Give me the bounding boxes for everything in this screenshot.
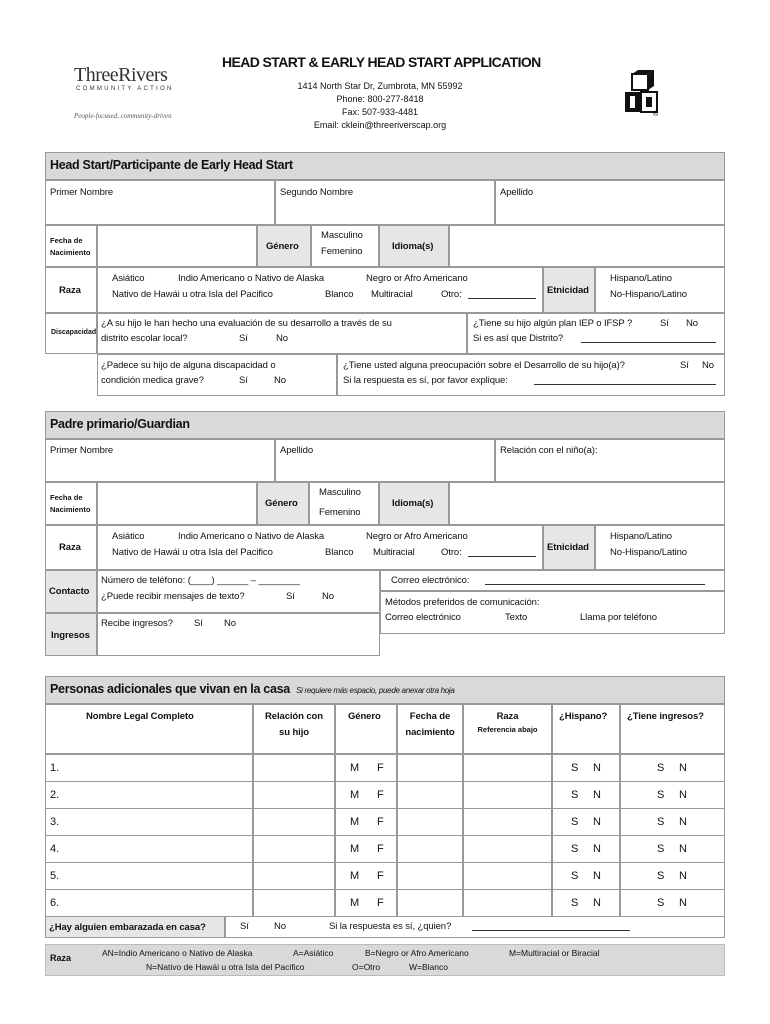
household-row-2-cell-5[interactable] [463, 781, 552, 809]
child-race-label: Raza [59, 285, 81, 296]
income-n-option[interactable]: N [679, 843, 687, 855]
income-n-option[interactable]: N [679, 789, 687, 801]
guardian-ethnicity-options[interactable] [595, 525, 725, 570]
guardian-gender-label-cell [257, 482, 309, 525]
child-language-field[interactable] [449, 225, 725, 267]
household-row-5-cell-6[interactable] [552, 862, 620, 890]
child-middle-name-label: Segundo Nombre [280, 187, 354, 198]
guardian-race-label: Raza [59, 542, 81, 553]
hispanic-s-option[interactable]: S [571, 870, 579, 882]
income-n-option[interactable]: N [679, 870, 687, 882]
child-condition-yes[interactable]: Sí [239, 375, 248, 386]
child-condition-q-line1: ¿Padece su hijo de alguna discapacidad o [101, 360, 276, 371]
hispanic-n-option[interactable]: N [593, 816, 601, 828]
gender-f-option[interactable]: F [377, 816, 384, 828]
child-iep-district-line[interactable] [581, 333, 716, 343]
child-iep-q-line1: ¿Tiene su hijo algún plan IEP o IFSP ? [473, 318, 633, 329]
guardian-dob-field[interactable] [97, 482, 257, 525]
gender-f-option[interactable]: F [377, 843, 384, 855]
guardian-race-multiracial[interactable]: Multiracial [373, 547, 415, 558]
household-row-3-cell-4[interactable] [397, 808, 463, 836]
col-relation-label-2: su hijo [279, 727, 309, 738]
race-legend-b: B=Negro or Afro Americano [365, 948, 469, 958]
child-race-hawaiian[interactable]: Nativo de Hawái u otra Isla del Pacifico [112, 289, 273, 300]
race-legend-an: AN=Indio Americano o Nativo de Alaska [102, 948, 253, 958]
child-dob-label-cell [45, 225, 97, 267]
income-s-option[interactable]: S [657, 816, 665, 828]
org-tagline: People-focused, community-driven [74, 112, 172, 120]
child-condition-no[interactable]: No [274, 375, 286, 386]
child-ethnicity-options[interactable] [595, 267, 725, 313]
guardian-income-yes[interactable]: Sí [194, 618, 203, 629]
guardian-pref-email[interactable]: Correo electrónico [385, 612, 461, 623]
income-n-option[interactable]: N [679, 816, 687, 828]
child-eval-q-line1: ¿A su hijo le han hecho una evaluación de su desarrollo a través de su [101, 318, 392, 329]
household-row-1-cell-4[interactable] [397, 754, 463, 782]
child-iep-yes[interactable]: Sí [660, 318, 669, 329]
col-income-header [620, 704, 725, 754]
child-ethnicity-hispanic[interactable]: Hispano/Latino [610, 273, 672, 284]
hispanic-s-option[interactable]: S [571, 816, 579, 828]
child-last-name-label: Apellido [500, 187, 534, 198]
phone: Phone: 800-277-8418 [336, 94, 424, 104]
household-row-2-cell-7[interactable] [620, 781, 725, 809]
child-condition-question [97, 354, 337, 396]
fax: Fax: 507-933-4481 [341, 107, 419, 117]
guardian-language-field[interactable] [449, 482, 725, 525]
child-eval-question [97, 313, 467, 354]
col-hispanic-label: ¿Hispano? [559, 711, 608, 722]
household-row-1-cell-3[interactable] [335, 754, 397, 782]
gender-m-option[interactable]: M [350, 789, 360, 801]
household-row-4-cell-3[interactable] [335, 835, 397, 863]
household-row-4-cell-2[interactable] [253, 835, 335, 863]
guardian-language-label-cell [379, 482, 449, 525]
household-row-1-cell-1[interactable] [45, 754, 253, 782]
child-gender-male[interactable]: Masculino [321, 230, 363, 241]
guardian-language-label: Idioma(s) [392, 498, 434, 509]
child-concern-explain-line[interactable] [534, 375, 716, 385]
household-row-number: 4. [50, 843, 60, 855]
child-language-label-cell [379, 225, 449, 267]
gender-m-option[interactable]: M [350, 762, 360, 774]
child-iep-no[interactable]: No [686, 318, 698, 329]
child-concern-q-line2: Si la respuesta es sí, por favor explique: [343, 375, 508, 386]
gender-f-option[interactable]: F [377, 789, 384, 801]
household-row-6-cell-5[interactable] [463, 889, 552, 917]
child-last-name-field[interactable] [495, 180, 725, 225]
child-ethnicity-label-cell [543, 267, 595, 313]
gender-m-option[interactable]: M [350, 870, 360, 882]
household-heading-note: Si requiere más espacio, puede anexar otra hoja [296, 686, 455, 695]
org-contact-block [260, 80, 500, 132]
guardian-race-native-american[interactable]: Indio Americano o Nativo de Alaska [178, 531, 325, 542]
household-row-number: 5. [50, 870, 60, 882]
household-row-number: 3. [50, 816, 60, 828]
child-dob-field[interactable] [97, 225, 257, 267]
pregnant-question: ¿Hay alguien embarazada en casa? [49, 922, 206, 933]
household-row-3-cell-7[interactable] [620, 808, 725, 836]
guardian-email-label: Correo electrónico: [391, 575, 470, 586]
child-race-label-cell [45, 267, 97, 313]
hispanic-n-option[interactable]: N [593, 762, 601, 774]
guardian-first-name-field[interactable] [45, 439, 275, 482]
guardian-email-line[interactable] [485, 575, 705, 585]
household-row-1-cell-2[interactable] [253, 754, 335, 782]
child-disability-label: Discapacidad [51, 329, 97, 336]
hispanic-n-option[interactable]: N [593, 870, 601, 882]
guardian-race-asian[interactable]: Asiático [112, 531, 145, 542]
household-row-3-cell-6[interactable] [552, 808, 620, 836]
org-logo-subtitle: COMMUNITY ACTION [76, 86, 174, 92]
household-row-3-cell-2[interactable] [253, 808, 335, 836]
col-dob-header [397, 704, 463, 754]
household-row-2-cell-6[interactable] [552, 781, 620, 809]
child-condition-q-line2: condición medica grave? [101, 375, 204, 386]
guardian-gender-label: Género [265, 498, 298, 509]
race-legend-m: M=Multiracial or Biracial [509, 948, 600, 958]
pregnant-answer-cell[interactable] [225, 916, 725, 938]
child-first-name-label: Primer Nombre [50, 187, 114, 198]
income-n-option[interactable]: N [679, 762, 687, 774]
race-legend-w: W=Blanco [409, 962, 448, 972]
guardian-texts-question: ¿Puede recibir mensajes de texto? [101, 591, 245, 602]
guardian-contact-label-cell [45, 570, 97, 613]
guardian-gender-male[interactable]: Masculino [319, 487, 361, 498]
col-race-label: Raza [496, 711, 519, 722]
household-row-4-cell-6[interactable] [552, 835, 620, 863]
household-row-3-cell-1[interactable] [45, 808, 253, 836]
guardian-phone-field[interactable] [97, 570, 380, 613]
household-row-6-cell-1[interactable] [45, 889, 253, 917]
guardian-dob-label: Fecha de Nacimiento [50, 493, 91, 514]
household-row-2-cell-3[interactable] [335, 781, 397, 809]
hispanic-n-option[interactable]: N [593, 789, 601, 801]
guardian-pref-text[interactable]: Texto [505, 612, 528, 623]
child-disability-label-cell [45, 313, 97, 354]
guardian-phone-label: Número de teléfono: (____) ______ – ________ [101, 575, 300, 586]
household-row-6-cell-4[interactable] [397, 889, 463, 917]
hispanic-s-option[interactable]: S [571, 762, 579, 774]
col-dob-label-2: nacimiento [405, 727, 455, 738]
household-row-4-cell-4[interactable] [397, 835, 463, 863]
child-race-other[interactable]: Otro: [441, 289, 462, 300]
address: 1414 North Star Dr, Zumbrota, MN 55992 [297, 81, 463, 91]
guardian-income-question: Recibe ingresos? [101, 618, 173, 629]
child-race-other-line[interactable] [468, 289, 536, 299]
income-s-option[interactable]: S [657, 762, 665, 774]
guardian-texts-no[interactable]: No [322, 591, 334, 602]
col-hispanic-header [552, 704, 620, 754]
child-concern-no[interactable]: No [702, 360, 714, 371]
child-iep-question [467, 313, 725, 354]
guardian-income-no[interactable]: No [224, 618, 236, 629]
col-race-header [463, 704, 552, 754]
col-race-ref: Referencia abajo [477, 725, 538, 734]
guardian-email-field[interactable] [380, 570, 725, 591]
child-concern-q-line1: ¿Tiene usted alguna preocupación sobre el Desarrollo de su hijo(a)? [343, 360, 625, 371]
household-row-3-cell-3[interactable] [335, 808, 397, 836]
pregnant-no[interactable]: No [274, 921, 286, 932]
col-gender-label: Género [348, 711, 381, 722]
col-relation-header [253, 704, 335, 754]
child-race-asian[interactable]: Asiático [112, 273, 145, 284]
household-row-2-cell-4[interactable] [397, 781, 463, 809]
guardian-race-other-line[interactable] [468, 547, 536, 557]
guardian-ethnicity-label-cell [543, 525, 595, 570]
child-race-multiracial[interactable]: Multiracial [371, 289, 413, 300]
hispanic-s-option[interactable]: S [571, 789, 579, 801]
guardian-dob-label-cell [45, 482, 97, 525]
household-row-1-cell-7[interactable] [620, 754, 725, 782]
guardian-last-name-field[interactable] [275, 439, 495, 482]
household-row-5-cell-4[interactable] [397, 862, 463, 890]
child-race-native-american[interactable]: Indio Americano o Nativo de Alaska [178, 273, 325, 284]
household-row-5-cell-1[interactable] [45, 862, 253, 890]
child-iep-q-line2: Si es así que Distrito? [473, 333, 564, 344]
guardian-first-name-label: Primer Nombre [50, 445, 114, 456]
guardian-pref-call[interactable]: Llama por teléfono [580, 612, 657, 623]
hispanic-s-option[interactable]: S [571, 897, 579, 909]
guardian-race-options[interactable] [97, 525, 543, 570]
income-s-option[interactable]: S [657, 789, 665, 801]
household-row-6-cell-6[interactable] [552, 889, 620, 917]
child-race-white[interactable]: Blanco [325, 289, 354, 300]
race-legend-n: N=Nativo de Hawái u otra Isla del Pacifico [146, 962, 305, 972]
child-race-black[interactable]: Negro or Afro Americano [366, 273, 468, 284]
hispanic-n-option[interactable]: N [593, 843, 601, 855]
guardian-ethnicity-label: Etnicidad [547, 542, 589, 553]
guardian-race-hawaiian[interactable]: Nativo de Hawái u otra Isla del Pacifico [112, 547, 273, 558]
guardian-ethnicity-hispanic[interactable]: Hispano/Latino [610, 531, 672, 542]
hispanic-s-option[interactable]: S [571, 843, 579, 855]
pregnant-question-cell [45, 916, 225, 938]
guardian-income-label: Ingresos [51, 630, 90, 641]
col-dob-label-1: Fecha de [409, 711, 451, 722]
household-row-5-cell-2[interactable] [253, 862, 335, 890]
child-dob-label: Fecha de Nacimiento [50, 236, 91, 257]
child-ethnicity-non-hispanic[interactable]: No-Hispano/Latino [610, 289, 687, 300]
child-eval-q-line2: distrito escolar local? [101, 333, 188, 344]
registered-mark: ® [653, 111, 659, 118]
household-row-4-cell-1[interactable] [45, 835, 253, 863]
col-gender-header [335, 704, 397, 754]
income-n-option[interactable]: N [679, 897, 687, 909]
guardian-race-black[interactable]: Negro or Afro Americano [366, 531, 468, 542]
household-row-3-cell-5[interactable] [463, 808, 552, 836]
gender-f-option[interactable]: F [377, 870, 384, 882]
household-row-4-cell-5[interactable] [463, 835, 552, 863]
child-section-heading: Head Start/Participante de Early Head Start [45, 152, 725, 180]
income-s-option[interactable]: S [657, 843, 665, 855]
income-s-option[interactable]: S [657, 870, 665, 882]
gender-m-option[interactable]: M [350, 843, 360, 855]
gender-f-option[interactable]: F [377, 897, 384, 909]
document-title: HEAD START & EARLY HEAD START APPLICATION [222, 54, 541, 70]
household-row-6-cell-3[interactable] [335, 889, 397, 917]
household-row-5-cell-5[interactable] [463, 862, 552, 890]
child-race-options[interactable] [97, 267, 543, 313]
col-income-label: ¿Tiene ingresos? [627, 711, 704, 722]
child-eval-yes[interactable]: Sí [239, 333, 248, 344]
email: Email: cklein@threeriverscap.org [313, 120, 447, 130]
guardian-race-other[interactable]: Otro: [441, 547, 462, 558]
child-gender-label-cell [257, 225, 311, 267]
household-heading-text: Personas adicionales que vivan en la casa [50, 682, 290, 696]
guardian-ethnicity-non-hispanic[interactable]: No-Hispano/Latino [610, 547, 687, 558]
child-concern-question [337, 354, 725, 396]
household-row-number: 2. [50, 789, 60, 801]
household-row-1-cell-5[interactable] [463, 754, 552, 782]
income-s-option[interactable]: S [657, 897, 665, 909]
household-row-1-cell-6[interactable] [552, 754, 620, 782]
pregnant-who-label: Si la respuesta es sí, ¿quien? [329, 921, 452, 932]
child-gender-label: Género [266, 241, 299, 252]
household-row-6-cell-2[interactable] [253, 889, 335, 917]
race-legend [45, 944, 725, 976]
guardian-last-name-label: Apellido [280, 445, 314, 456]
race-legend-a: A=Asiático [293, 948, 334, 958]
guardian-texts-yes[interactable]: Sí [286, 591, 295, 602]
guardian-race-label-cell [45, 525, 97, 570]
household-row-4-cell-7[interactable] [620, 835, 725, 863]
child-concern-yes[interactable]: Sí [680, 360, 689, 371]
guardian-race-white[interactable]: Blanco [325, 547, 354, 558]
child-language-label: Idioma(s) [392, 241, 434, 252]
household-row-2-cell-1[interactable] [45, 781, 253, 809]
hispanic-n-option[interactable]: N [593, 897, 601, 909]
gender-f-option[interactable]: F [377, 762, 384, 774]
guardian-relationship-label: Relación con el niño(a): [500, 445, 598, 456]
guardian-relationship-field[interactable] [495, 439, 725, 482]
household-row-5-cell-7[interactable] [620, 862, 725, 890]
guardian-pref-methods-label: Métodos preferidos de comunicación: [385, 597, 540, 608]
race-legend-label: Raza [50, 953, 72, 963]
pregnant-yes[interactable]: Sí [240, 921, 249, 932]
race-legend-o: O=Otro [352, 962, 381, 972]
org-logo-name: ThreeRivers [74, 64, 168, 86]
guardian-gender-options[interactable] [309, 482, 379, 525]
guardian-contact-label: Contacto [49, 586, 90, 597]
guardian-gender-female[interactable]: Femenino [319, 507, 361, 518]
household-row-number: 6. [50, 897, 60, 909]
child-ethnicity-label: Etnicidad [547, 285, 589, 296]
guardian-section-heading: Padre primario/Guardian [45, 411, 725, 439]
gender-m-option[interactable]: M [350, 897, 360, 909]
col-name-label: Nombre Legal Completo [86, 711, 194, 722]
child-gender-options[interactable] [311, 225, 379, 267]
household-row-number: 1. [50, 762, 60, 774]
guardian-pref-method-field[interactable] [380, 591, 725, 634]
household-section-heading [45, 676, 725, 704]
col-relation-label-1: Relación con [265, 711, 323, 722]
child-gender-female[interactable]: Femenino [321, 246, 363, 257]
household-row-6-cell-7[interactable] [620, 889, 725, 917]
household-row-2-cell-2[interactable] [253, 781, 335, 809]
child-eval-no[interactable]: No [276, 333, 288, 344]
pregnant-who-line[interactable] [472, 921, 630, 931]
col-name-header [45, 704, 253, 754]
guardian-income-label-cell [45, 613, 97, 656]
child-first-name-field[interactable] [45, 180, 275, 225]
guardian-income-field[interactable] [97, 613, 380, 656]
child-middle-name-field[interactable] [275, 180, 495, 225]
household-row-5-cell-3[interactable] [335, 862, 397, 890]
gender-m-option[interactable]: M [350, 816, 360, 828]
